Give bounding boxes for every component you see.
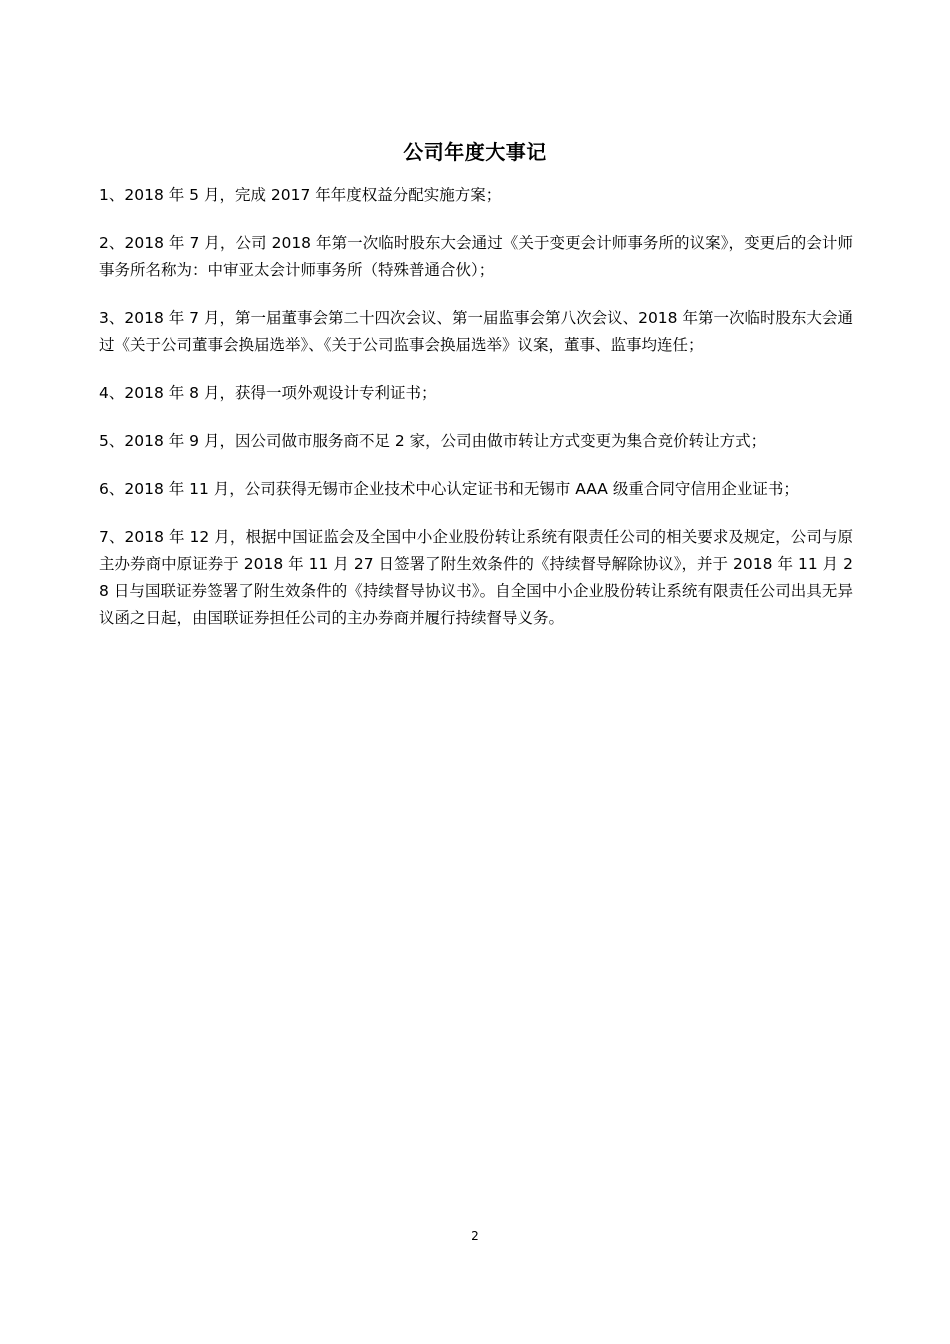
event-item: 6、2018 年 11 月，公司获得无锡市企业技术中心认定证书和无锡市 AAA 级重合同守信用企业证书； [99,480,799,498]
event-item: 2、2018 年 7 月，公司 2018 年第一次临时股东大会通过《关于变更会计师事务所的议案》，变更后的会计师事务所名称为：中审亚太会计师事务所（特殊普通合伙）； [99,234,853,279]
event-item: 4、2018 年 8 月，获得一项外观设计专利证书； [99,384,437,402]
page-number: 2 [471,1229,479,1243]
event-item: 1、2018 年 5 月，完成 2017 年年度权益分配实施方案； [99,186,502,204]
page-title: 公司年度大事记 [403,140,547,164]
event-list [99,182,853,653]
event-item: 7、2018 年 12 月，根据中国证监会及全国中小企业股份转让系统有限责任公司的相关要求及规定，公司与原主办券商中原证券于 2018 年 11 月 27 日签署了附生效条件的《持续督导解除协议》，并于 2018 年 11 月 28 日与国联证券签署了附生效条件的《持续督导协议书》。自全国中小企业股份转让系统有限责任公司出具无异议函之日起，由国联证券担任公司的主办券商并履行持续督导义务。 [99,528,853,627]
event-item: 5、2018 年 9 月，因公司做市服务商不足 2 家，公司由做市转让方式变更为集合竞价转让方式； [99,432,767,450]
event-item: 3、2018 年 7 月，第一届董事会第二十四次会议、第一届监事会第八次会议、2018 年第一次临时股东大会通过《关于公司董事会换届选举》、《关于公司监事会换届选举》议案，董事、监事均连任； [99,309,853,354]
